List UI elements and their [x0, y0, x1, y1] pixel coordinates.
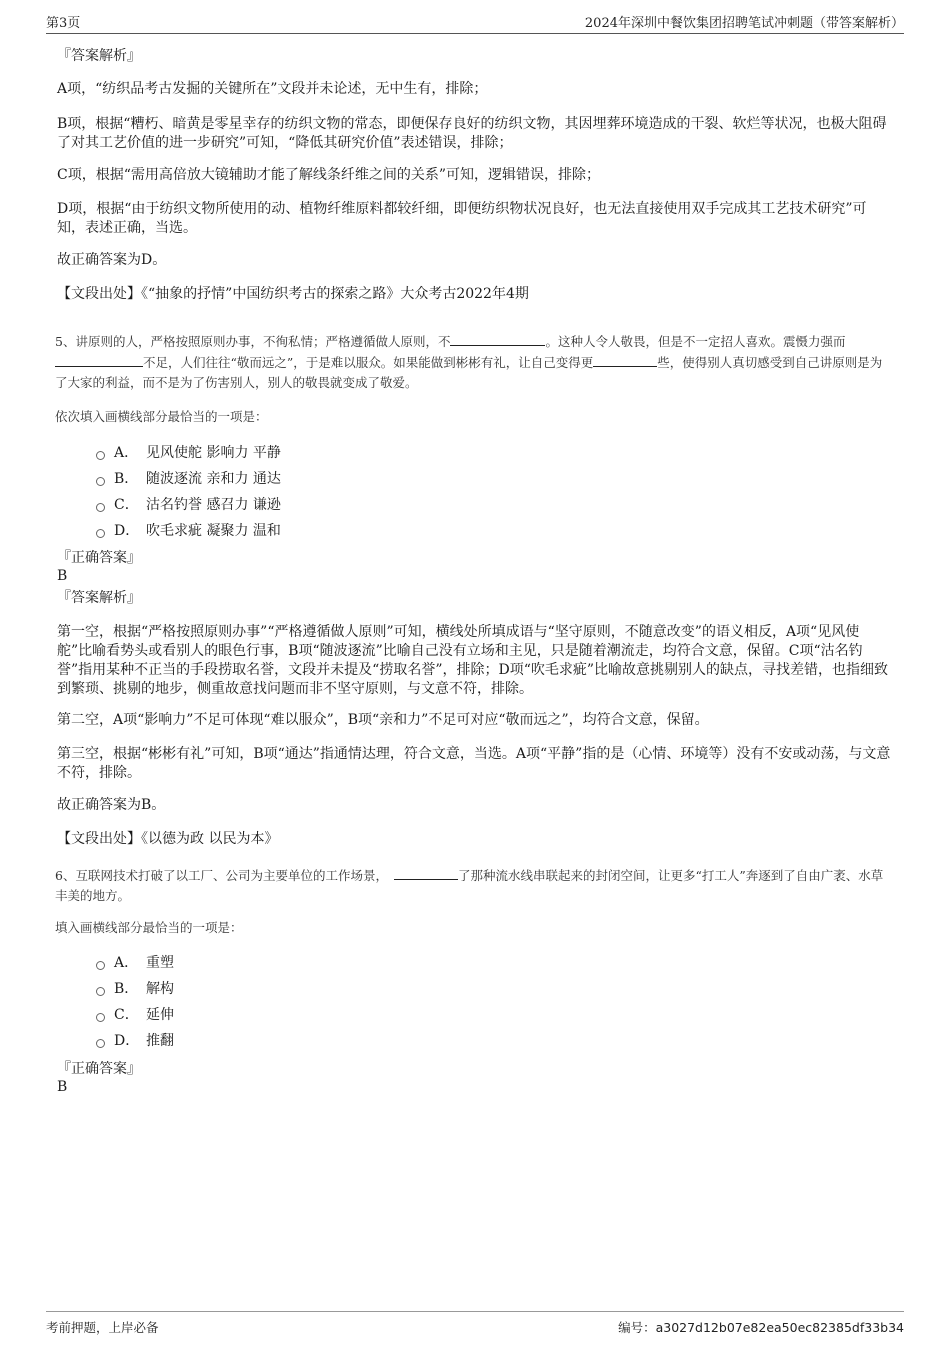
analysis-label: 『答案解析』	[57, 48, 141, 64]
radio-icon[interactable]	[96, 961, 105, 970]
page-header	[46, 12, 904, 34]
blank-2	[55, 352, 143, 367]
analysis-option-a: A项，“纺织品考古发掘的关键所在”文段并未论述，无中生有，排除；	[57, 81, 488, 97]
document-title: 2024年深圳中餐饮集团招聘笔试冲刺题（带答案解析）	[584, 16, 904, 31]
q6-option-d[interactable]: D． 推翻	[96, 1032, 174, 1050]
radio-icon[interactable]	[96, 503, 105, 512]
radio-icon[interactable]	[96, 1039, 105, 1048]
analysis-paragraph-3: 第三空，根据“彬彬有礼”可知，B项“通达”指通情达理，符合文意，当选。A项“平静”指的是（心情、环境等）没有不安或动荡，与文意不符，排除。	[57, 746, 891, 781]
source: 【文段出处】《“抽象的抒情”中国纺织考古的探索之路》大众考古2022年4期	[57, 286, 529, 302]
q5-option-c[interactable]: C． 沽名钓誉 感召力 谦逊	[96, 496, 281, 514]
conclusion: 故正确答案为D。	[57, 252, 167, 268]
q5-option-a[interactable]: A． 见风使舵 影响力 平静	[96, 444, 281, 462]
blank-3	[593, 352, 657, 367]
analysis-paragraph-2: 第二空，A项“影响力”不足可体现“难以服众”，B项“亲和力”不足可对应“敬而远之”，均符合文意，保留。	[57, 712, 709, 728]
blank-1	[450, 331, 545, 346]
correct-answer-label: 『正确答案』	[57, 550, 141, 566]
question-6-stem: 6、互联网技术打破了以工厂、公司为主要单位的工作场景， 了那种流水线串联起来的封闭空间，让更多“打工人”奔逐到了自由广袤、水草丰美的地方。	[55, 865, 894, 906]
correct-answer-label: 『正确答案』	[57, 1061, 141, 1077]
radio-icon[interactable]	[96, 451, 105, 460]
analysis-option-c: C项，根据“需用高倍放大镜辅助才能了解线条纤维之间的关系”可知，逻辑错误，排除；	[57, 167, 601, 183]
q5-option-d[interactable]: D． 吹毛求疵 凝聚力 温和	[96, 522, 281, 540]
blank-1	[394, 865, 458, 880]
source: 【文段出处】《以德为政 以民为本》	[57, 831, 279, 847]
question-6-instruction: 填入画横线部分最恰当的一项是：	[55, 920, 243, 935]
analysis-label: 『答案解析』	[57, 590, 141, 606]
radio-icon[interactable]	[96, 1013, 105, 1022]
correct-answer: B	[57, 1079, 68, 1095]
analysis-option-b: B项，根据“糟朽、暗黄是零星幸存的纺织文物的常态，即便保存良好的纺织文物，其因埋葬环境造成的干裂、软烂等状况，也极大阻碍了对其工艺价值的进一步研究”可知，“降低其研究价值”表述错误，排除；	[57, 116, 887, 151]
footer-slogan: 考前押题，上岸必备	[46, 1320, 159, 1335]
radio-icon[interactable]	[96, 987, 105, 996]
q6-option-b[interactable]: B． 解构	[96, 980, 174, 998]
analysis-option-d: D项，根据“由于纺织文物所使用的动、植物纤维原料都较纤细，即便纺织物状况良好，也无法直接使用双手完成其工艺技术研究”可知，表述正确，当选。	[57, 201, 867, 236]
analysis-paragraph-1: 第一空，根据“严格按照原则办事”“严格遵循做人原则”可知，横线处所填成语与“坚守原则，不随意改变”的语义相反，A项“见风使舵”比喻看势头或看别人的眼色行事，B项“随波逐流”比喻自己没有立场和主见，只是随着潮流走，均符合文意，保留。C项“沽名钓誉”指用某种不正当的手段捞取名誉，文段并未提及“捞取名誉”，排除；D项“吹毛求疵”比喻故意挑剔别人的缺点，寻找差错，也指细致到繁琐、挑剔的地步，侧重故意找问题而非不坚守原则，与文意不符，排除。	[57, 624, 889, 697]
page-number: 第3页	[46, 16, 81, 31]
document-code: 编号：a3027d12b07e82ea50ec82385df33b34	[618, 1320, 904, 1335]
q6-option-c[interactable]: C． 延伸	[96, 1006, 174, 1024]
q5-option-b[interactable]: B． 随波逐流 亲和力 通达	[96, 470, 281, 488]
conclusion: 故正确答案为B。	[57, 797, 166, 813]
q6-option-a[interactable]: A． 重塑	[96, 954, 174, 972]
radio-icon[interactable]	[96, 529, 105, 538]
radio-icon[interactable]	[96, 477, 105, 486]
page-footer	[46, 1311, 904, 1336]
question-5-instruction: 依次填入画横线部分最恰当的一项是：	[55, 409, 268, 424]
correct-answer: B	[57, 568, 68, 584]
question-5-stem: 5、讲原则的人，严格按照原则办事，不徇私情；严格遵循做人原则，不 。这种人令人敬畏，但是不一定招人喜欢。震慑力强而不足，人们往往“敬而远之”，于是难以服众。如果能做到彬彬有礼，让自己变得更 些，使得别人真切感受到自己讲原则是为了大家的利益，而不是为了伤害别人，别人的敬畏就变成了敬爱。	[55, 331, 894, 393]
